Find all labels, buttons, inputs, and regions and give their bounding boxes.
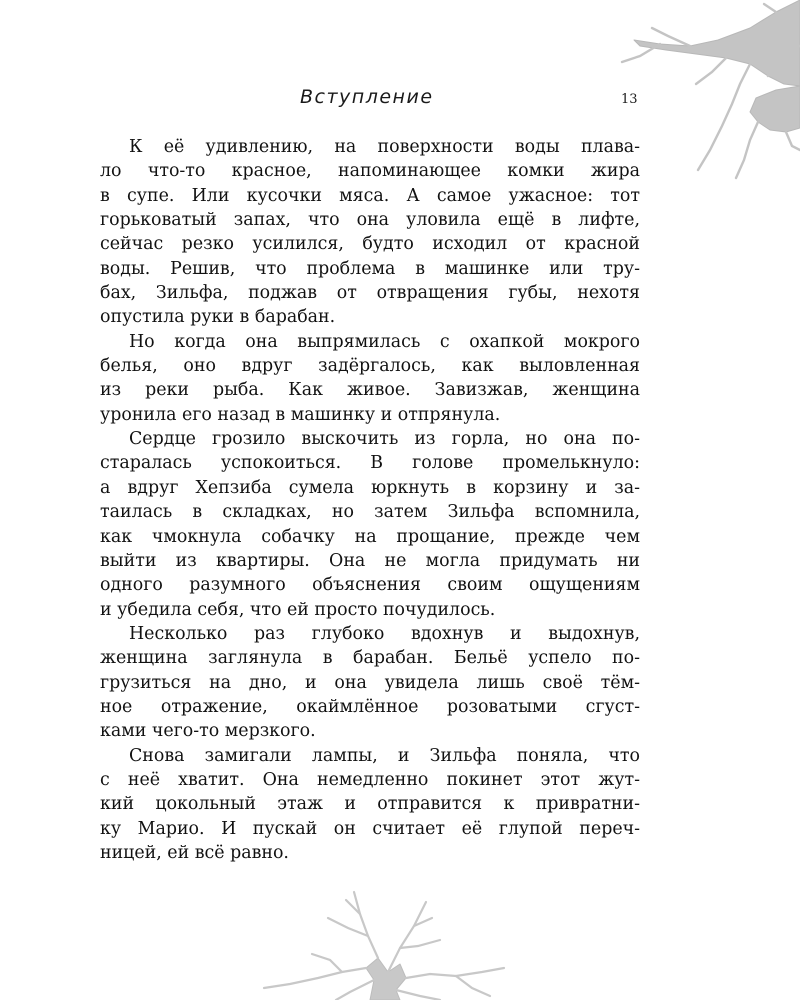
paragraph — [100, 330, 640, 427]
text-line: ницей, ей всё равно. — [100, 842, 289, 863]
paragraph — [100, 744, 640, 866]
text-line: опустила руки в барабан. — [100, 307, 336, 328]
text-line: и убедила себя, что ей просто почудилось. — [100, 599, 496, 620]
text-line: сейчас резко усилился, будто исходил от красной — [100, 234, 640, 255]
text-line: уронила его назад в машинку и отпрянула. — [100, 404, 501, 425]
text-line: из реки рыба. Как живое. Завизжав, женщина — [100, 380, 640, 401]
text-line: с неё хватит. Она немедленно покинет этот жут- — [100, 769, 640, 790]
text-line: Снова замигали лампы, и Зильфа поняла, что — [129, 745, 640, 766]
text-line: старалась успокоиться. В голове промелькнуло: — [100, 453, 640, 474]
text-line: ку Марио. И пускай он считает её глупой переч- — [100, 818, 640, 839]
text-line: женщина заглянула в барабан. Бельё успело по- — [100, 648, 640, 669]
paragraph — [100, 622, 640, 744]
text-line: Сердце грозило выскочить из горла, но она по- — [129, 429, 640, 450]
text-line: горьковатый запах, что она уловила ещё в лифте, — [100, 210, 640, 231]
body-text — [100, 135, 640, 865]
text-line: ло что-то красное, напоминающее комки жира — [100, 161, 640, 182]
text-line: К её удивлению, на поверхности воды плава- — [129, 137, 640, 157]
text-line: ками чего-то мерзкого. — [100, 721, 316, 742]
text-line: Но когда она выпрямилась с охапкой мокрого — [129, 331, 640, 352]
crack-decoration-bottom-icon — [250, 888, 510, 1000]
text-line: бах, Зильфа, поджав от отвращения губы, нехотя — [100, 283, 640, 304]
paragraph — [100, 135, 640, 330]
text-line: выйти из квартиры. Она не могла придумать ни — [100, 550, 640, 571]
page-number: 13 — [621, 92, 638, 107]
text-line: грузиться на дно, и она увидела лишь своё тём- — [100, 672, 640, 693]
text-line: а вдруг Хепзиба сумела юркнуть в корзину и за- — [100, 477, 640, 498]
text-line: Несколько раз глубоко вдохнув и выдохнув, — [129, 623, 640, 644]
text-line: кий цокольный этаж и отправится к привратни- — [100, 794, 640, 815]
text-line: таилась в складках, но затем Зильфа вспомнила, — [100, 502, 640, 523]
text-line: ное отражение, окаймлённое розоватыми сгуст- — [100, 696, 640, 717]
paragraph — [100, 427, 640, 622]
text-line: воды. Решив, что проблема в машинке или тру- — [100, 258, 640, 279]
text-line: в супе. Или кусочки мяса. А самое ужасное: тот — [100, 185, 640, 206]
chapter-title: Вступление — [300, 86, 434, 108]
text-line: как чмокнула собачку на прощание, прежде чем — [100, 526, 640, 547]
text-line: белья, оно вдруг задёргалось, как выловленная — [100, 356, 640, 377]
text-line: одного разумного объяснения своим ощущениям — [100, 575, 640, 596]
